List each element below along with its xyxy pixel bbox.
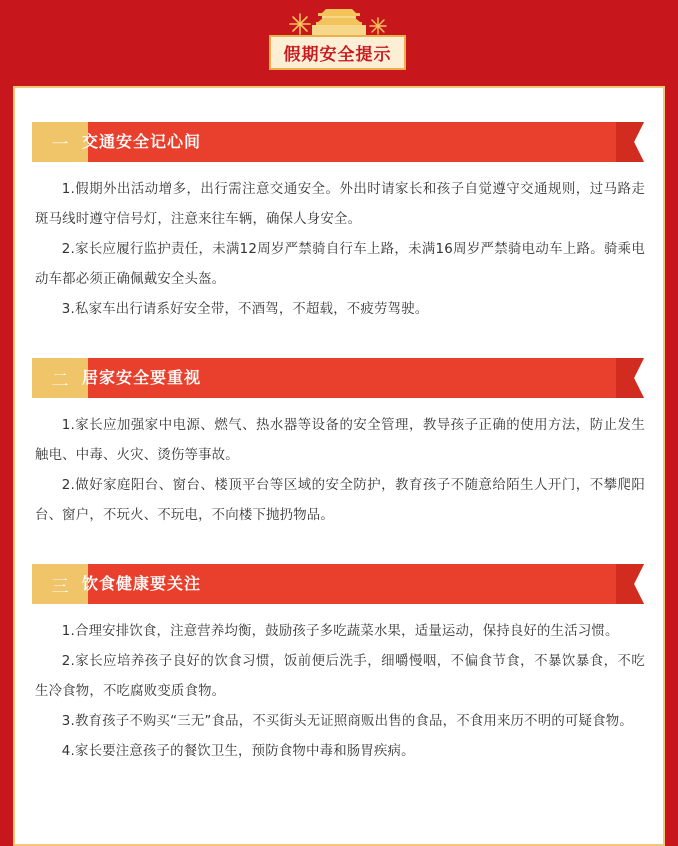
section-home-safety	[15, 358, 663, 531]
section-title: 交通安全记心间	[82, 132, 202, 151]
firework-left-icon	[290, 14, 310, 34]
section-header	[15, 122, 663, 162]
content-card	[13, 86, 665, 846]
paragraph: 1.家长应加强家中电源、燃气、热水器等设备的安全管理，教导孩子正确的使用方法，防止发生触电、中毒、火灾、烫伤等事故。	[35, 418, 645, 463]
section-header	[15, 358, 663, 398]
section-number: 三	[32, 564, 88, 604]
section-header	[15, 564, 663, 604]
section-traffic-safety	[15, 122, 663, 325]
paragraph: 2.家长应培养孩子良好的饮食习惯，饭前便后洗手，细嚼慢咽，不偏食节食，不暴饮暴食，不吃生冷食物，不吃腐败变质食物。	[35, 654, 645, 699]
section-title: 居家安全要重视	[82, 368, 202, 387]
paragraph: 3.私家车出行请系好安全带，不酒驾，不超载，不疲劳驾驶。	[61, 302, 429, 317]
firework-right-icon	[370, 18, 386, 34]
page-title: 假期安全提示	[269, 35, 406, 70]
paragraph: 3.教育孩子不购买“三无”食品，不买街头无证照商贩出售的食品，不食用来历不明的可疑食物。	[61, 714, 633, 729]
paragraph: 2.做好家庭阳台、窗台、楼顶平台等区域的安全防护，教育孩子不随意给陌生人开门，不攀爬阳台、窗户，不玩火、不玩电，不向楼下抛扔物品。	[35, 478, 645, 523]
section-number: 二	[32, 358, 88, 398]
paragraph: 1.假期外出活动增多，出行需注意交通安全。外出时请家长和孩子自觉遵守交通规则，过马路走斑马线时遵守信号灯，注意来往车辆，确保人身安全。	[35, 182, 645, 227]
paragraph: 4.家长要注意孩子的餐饮卫生，预防食物中毒和肠胃疾病。	[61, 744, 415, 759]
gate-tower-icon	[312, 9, 366, 35]
section-number: 一	[32, 122, 88, 162]
paragraph: 2.家长应履行监护责任，未满12周岁严禁骑自行车上路，未满16周岁严禁骑电动车上路。骑乘电动车都必须正确佩戴安全头盔。	[35, 242, 645, 287]
section-title: 饮食健康要关注	[82, 574, 202, 593]
paragraph: 1.合理安排饮食，注意营养均衡，鼓励孩子多吃蔬菜水果，适量运动，保持良好的生活习惯。	[61, 624, 619, 639]
section-food-health	[15, 564, 663, 767]
